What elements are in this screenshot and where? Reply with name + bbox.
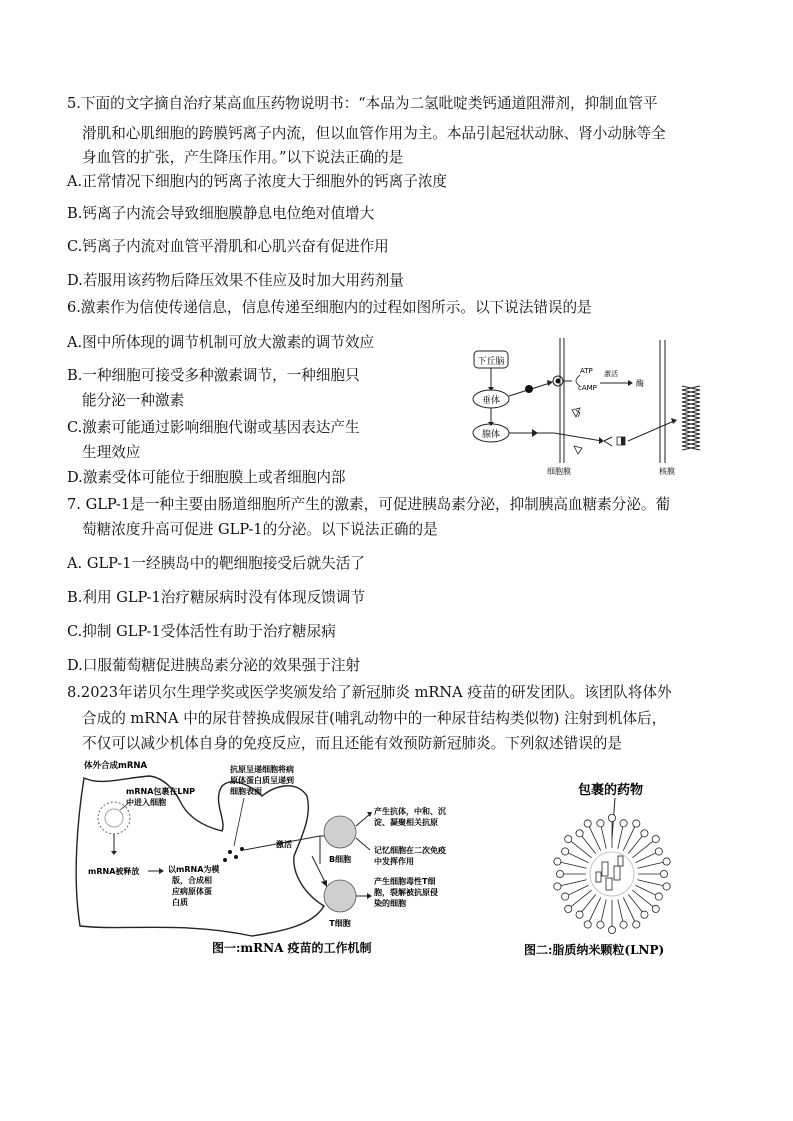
activate-label: 激活 (604, 370, 618, 378)
camp-label: cAMP (578, 384, 597, 392)
lipid-head-icon (562, 893, 569, 900)
lipid-head-icon (633, 820, 640, 827)
lipid-head-icon (597, 921, 604, 928)
q6-option-b-line2: 能分泌一种激素 (82, 392, 185, 409)
lipid-head-icon (554, 858, 561, 865)
lnp-diagram (520, 776, 735, 961)
q8-stem-line2: 合成的 mRNA 中的尿苷替换成假尿苷(哺乳动物中的一种尿苷结构类似物) 注射到机体后， (82, 710, 667, 727)
pituitary-label: 垂体 (481, 396, 501, 406)
template-label-4: 白质 (172, 898, 188, 907)
lipid-head-icon (641, 830, 648, 837)
lipid-head-icon (608, 926, 615, 933)
lipid-head-icon (620, 921, 627, 928)
lnp-enter-label-2: 中进入细胞 (126, 798, 166, 807)
lipid-head-icon (660, 870, 667, 877)
lipid-head-icon (565, 835, 572, 842)
lipid-head-icon (655, 893, 662, 900)
lipid-head-icon (584, 820, 591, 827)
t-output-label-1: 产生细胞毒性T细 (374, 877, 436, 886)
q7-option-a: A. GLP-1一经胰岛中的靶细胞接受后就失活了 (67, 555, 365, 572)
hypothalamus-label: 下丘脑 (477, 357, 505, 367)
cell-membrane-label: 细胞膜 (547, 467, 571, 476)
presentation-label-1: 抗原呈递细胞将病 (230, 765, 294, 774)
q5-stem-line2: 滑肌和心肌细胞的跨膜钙离子内流，但以血管作用为主。本品引起冠状动脉、肾小动脉等全 (82, 125, 666, 142)
q6-option-a: A.图中所体现的调节机制可放大激素的调节效应 (67, 334, 375, 351)
template-label-2: 版，合成相 (172, 876, 212, 885)
hormone-signaling-diagram (462, 338, 722, 478)
lipid-head-icon (565, 905, 572, 912)
q5-option-b: B.钙离子内流会导致细胞膜静息电位绝对值增大 (67, 205, 375, 222)
q8-stem-line3: 不仅可以减少机体自身的免疫反应，而且还能有效预防新冠肺炎。下列叙述错误的是 (82, 735, 622, 752)
lipid-head-icon (655, 848, 662, 855)
lipid-head-icon (584, 921, 591, 928)
figure2-caption: 图二:脂质纳米颗粒(LNP) (524, 943, 665, 957)
mrna-vaccine-mechanism-diagram (62, 756, 502, 961)
cell-outline (76, 776, 324, 936)
q5-option-c: C.钙离子内流对血管平滑肌和心肌兴奋有促进作用 (67, 238, 389, 255)
q6-option-d: D.激素受体可能位于细胞膜上或者细胞内部 (67, 469, 346, 486)
b-output-label-1: 产生抗体，中和、沉 (374, 807, 446, 816)
q6-stem: 6.激素作为信使传递信息，信息传递至细胞内的过程如图所示。以下说法错误的是 (67, 299, 592, 316)
memory-label-2: 中发挥作用 (374, 857, 414, 866)
nuclear-membrane-label: 核膜 (659, 467, 675, 476)
template-label-3: 应病原体蛋 (172, 887, 212, 896)
lipid-head-icon (608, 814, 615, 821)
gland-label: 腺体 (481, 430, 501, 440)
lnp-enter-label-1: mRNA包裹在LNP (126, 787, 196, 796)
mrna-released-label: mRNA被释放 (88, 867, 140, 876)
q7-stem-line1: 7. GLP-1是一种主要由肠道细胞所产生的激素，可促进胰岛素分泌，抑制胰高血糖素分泌。葡 (67, 496, 671, 513)
enzyme-label: 酶 (636, 379, 644, 388)
lipid-head-icon (633, 921, 640, 928)
template-label-1: 以mRNA为模 (168, 865, 220, 874)
lipid-head-icon (597, 820, 604, 827)
b-cell-label: B细胞 (328, 855, 352, 864)
q5-option-d: D.若服用该药物后降压效果不佳应及时加大用药剂量 (67, 272, 404, 289)
t-cell-label: T细胞 (329, 919, 351, 928)
b-output-label-2: 淀、凝聚相关抗原 (374, 818, 438, 827)
lipid-head-icon (652, 905, 659, 912)
lipid-head-icon (562, 848, 569, 855)
q7-stem-line2: 萄糖浓度升高可促进 GLP-1的分泌。以下说法正确的是 (82, 521, 438, 538)
drug-label: 包裹的药物 (578, 783, 644, 798)
q5-option-a: A.正常情况下细胞内的钙离子浓度大于细胞外的钙离子浓度 (67, 173, 448, 190)
t-output-label-3: 染的细胞 (374, 899, 406, 908)
q6-option-c-line2: 生理效应 (82, 444, 141, 461)
b-cell-icon (324, 816, 356, 848)
in-vitro-mrna-label: 体外合成mRNA (84, 761, 148, 771)
q5-stem-line1: 5.下面的文字摘自治疗某高血压药物说明书：“本品为二氢吡啶类钙通道阻滞剂，抑制血管平 (67, 95, 658, 112)
lipid-head-icon (620, 820, 627, 827)
lipid-head-icon (652, 835, 659, 842)
lipid-head-icon (576, 830, 583, 837)
q5-stem-line3: 身血管的扩张，产生降压作用。”以下说法正确的是 (82, 149, 404, 166)
q7-option-b: B.利用 GLP-1治疗糖尿病时没有体现反馈调节 (67, 589, 366, 606)
lipid-head-icon (556, 870, 563, 877)
q7-option-d: D.口服葡萄糖促进胰岛素分泌的效果强于注射 (67, 657, 361, 674)
memory-label-1: 记忆细胞在二次免疫 (374, 846, 446, 855)
figure1-caption: 图一:mRNA 疫苗的工作机制 (212, 941, 372, 955)
q6-option-c-line1: C.激素可能通过影响细胞代谢或基因表达产生 (67, 419, 360, 436)
lipid-head-icon (663, 858, 670, 865)
q8-stem-line1: 8.2023年诺贝尔生理学奖或医学奖颁发给了新冠肺炎 mRNA 疫苗的研发团队。该团队将体外 (67, 684, 672, 701)
presentation-label-2: 原体蛋白质呈递到 (230, 776, 294, 785)
activate-label: 激活 (276, 840, 292, 849)
q6-option-b-line1: B.一种细胞可接受多种激素调节，一种细胞只 (67, 367, 360, 384)
lipid-spokes (554, 814, 670, 933)
lipid-head-icon (663, 883, 670, 890)
hormone-molecule-dot (525, 385, 533, 393)
t-cell-icon (324, 880, 356, 912)
lipid-head-icon (554, 883, 561, 890)
presentation-label-3: 细胞表面 (230, 787, 262, 796)
lipid-head-icon (641, 911, 648, 918)
q7-option-c: C.抑制 GLP-1受体活性有助于治疗糖尿病 (67, 623, 336, 640)
lipid-head-icon (576, 911, 583, 918)
atp-label: ATP (580, 367, 593, 375)
t-output-label-2: 胞，裂解被抗原侵 (374, 888, 438, 897)
